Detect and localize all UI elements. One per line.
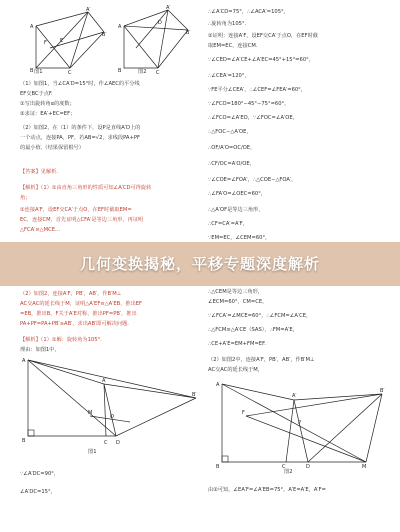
proof-line: ∵FE平分∠CEA′，∴∠CEF=∠FEA′=60°，: [208, 87, 306, 93]
analysis-line: （2）如图2，连接A′F，PB′，AB′，作B′M⊥: [20, 291, 122, 297]
analysis-line: =EB，推出B，F关于A′E对称，推出PF=PB′，推出: [20, 311, 137, 317]
svg-text:A′: A′: [86, 7, 91, 13]
proof-line: AC交AC的延长线于M，: [208, 367, 263, 373]
analysis-line: 角；: [20, 195, 31, 201]
analysis-line: ②连接A′F，设EF交CA′于点O，在EF时截取EM=: [20, 207, 132, 213]
proof-line: ∴CE+A′E=EM+FM=EF.: [208, 341, 266, 347]
proof-line: ∠ECM=60°，CM=CE，: [208, 299, 268, 305]
analysis-line: 【解析】（1）①由直角三角形的性质可知∠A′CD可得旋转: [20, 185, 152, 191]
proof-line: ∴△FCM≌△A′CE（SAS），∴FM=A′E，: [208, 327, 298, 333]
svg-text:F: F: [242, 410, 245, 416]
svg-text:B′: B′: [192, 392, 197, 398]
proof-line: ∴∠CEA′=120°，: [208, 73, 250, 79]
geometry-figure-2-left: [118, 4, 194, 74]
question-line: （1）如图1，当∠CA′D=15°时，作∠AEC的平分线: [20, 81, 140, 87]
svg-text:B: B: [22, 438, 26, 444]
svg-text:D: D: [116, 440, 120, 446]
svg-text:A: A: [216, 382, 220, 388]
svg-text:D: D: [158, 20, 162, 26]
svg-text:P: P: [298, 420, 302, 426]
svg-text:C: C: [68, 70, 72, 74]
svg-text:O: O: [110, 414, 114, 420]
analysis-line: PA+PF=PA+PB′≥AB′，求出AB′即可解决问题.: [20, 321, 129, 327]
proof-line: ∴△FOC∽△A′OE，: [208, 129, 252, 135]
answer-line: 【答案】见解析.: [20, 169, 58, 175]
analysis-line: AC交AC的延长线于M，证明△A′EF≌△A′EB，推出EF: [20, 301, 143, 307]
proof-line: ②证明：连接A′F，设EF交CA′于点O，在EF时截: [208, 33, 318, 39]
proof-line: ∵∠COE=∠FOA′，∴△COE∽△FOA′，: [208, 177, 297, 183]
analysis-line: △FCA′≌△MCE…: [20, 227, 61, 233]
analysis-line: EC，连接CM，首先证明△CFA′是等边三角形，再证明: [20, 217, 144, 223]
geometry-figure-1-left: [30, 4, 110, 74]
geometry-figure-large-2: [216, 378, 392, 470]
fig-caption-large: 图1: [88, 449, 97, 455]
proof-line: ∴△CEM是等边三角形，: [208, 289, 263, 295]
proof-line: ∴∠FCO=∠A′EO，∵∠FOC=∠A′OE，: [208, 115, 298, 121]
svg-text:M: M: [88, 410, 93, 416]
footer-line: ∠A′DC=15°，: [20, 489, 56, 495]
proof-line: 由②可知，∠EA′F=∠A′EB=75°，A′E=A′E，A′F=: [208, 487, 326, 493]
svg-text:A: A: [30, 24, 34, 30]
question-line: 一个动点，连接PA，PF，若AB=√2，求线段PA+PF: [20, 135, 140, 141]
fig-label-large: 图2: [284, 469, 293, 475]
fig-caption-2: 图2: [138, 69, 147, 75]
svg-text:D: D: [306, 464, 310, 470]
proof-line: ∴∠FA′O=∠OEC=60°，: [208, 191, 266, 197]
question-line: 的最小值.（结果保留根号）: [20, 145, 84, 151]
proof-line: （2）如图2中，连接A′F，PB′，AB′，作B′M⊥: [208, 357, 315, 363]
svg-text:A: A: [118, 24, 122, 30]
svg-text:A′: A′: [166, 5, 171, 11]
solution-line: 理由：如图1中，: [20, 347, 60, 353]
svg-text:B: B: [30, 68, 34, 74]
question-line: （2）如图2，在（1）的条件下，设P是直线A′D上的: [20, 125, 141, 131]
svg-text:C: C: [104, 440, 108, 446]
question-line: ②求证：EA′+EC=EF；: [20, 111, 76, 117]
footer-line: ∵∠A′DC=90°，: [20, 471, 60, 477]
proof-line: ∴∠A′CD=75°，∴∠ACA′=105°，: [208, 9, 289, 15]
svg-text:B: B: [216, 464, 220, 470]
svg-text:A′: A′: [102, 378, 107, 384]
svg-text:A: A: [22, 358, 26, 364]
proof-line: ∵∠FCO=180°−45°−75°=60°，: [208, 101, 290, 107]
proof-line: 取EM=EC，连接CM.: [208, 43, 258, 49]
proof-line: ∵EM=EC，∠CEM=60°，: [208, 235, 271, 241]
solution-line: 【解析】（1）①解：旋转角为105°.: [20, 337, 102, 343]
svg-text:B: B: [118, 68, 122, 74]
banner-title: 几何变换揭秘，平移专题深度解析: [79, 255, 320, 273]
svg-text:M: M: [362, 464, 367, 470]
proof-line: ∴OF/A′O=OC/OE，: [208, 145, 256, 151]
question-line: ①写出旋转角α的度数；: [20, 101, 75, 107]
question-line: EF交BC于点F.: [20, 91, 53, 97]
svg-text:C: C: [282, 464, 286, 470]
svg-text:F: F: [44, 40, 47, 46]
svg-text:C: C: [156, 70, 160, 74]
svg-text:B′: B′: [186, 30, 191, 36]
proof-line: ∴△A′OF是等边三角形，: [208, 207, 264, 213]
proof-line: ∵∠FCA′=∠MCE=60°，∴∠FCM=∠A′CE，: [208, 313, 312, 319]
proof-line: ∴旋转角为105°.: [208, 21, 247, 27]
proof-line: ∵∠CED=∠A′CE+∠A′EC=45°+15°=60°，: [208, 57, 314, 63]
geometry-figure-large-1: [20, 356, 200, 446]
fig-caption-1: 图1: [34, 69, 43, 75]
svg-text:B′: B′: [102, 32, 107, 38]
proof-line: ∴CF/OC=A′O/OE，: [208, 161, 255, 167]
svg-text:B′: B′: [380, 388, 385, 394]
proof-line: ∴CF=CA′=A′F，: [208, 221, 248, 227]
svg-text:E: E: [60, 38, 64, 44]
svg-text:A′: A′: [292, 393, 297, 399]
